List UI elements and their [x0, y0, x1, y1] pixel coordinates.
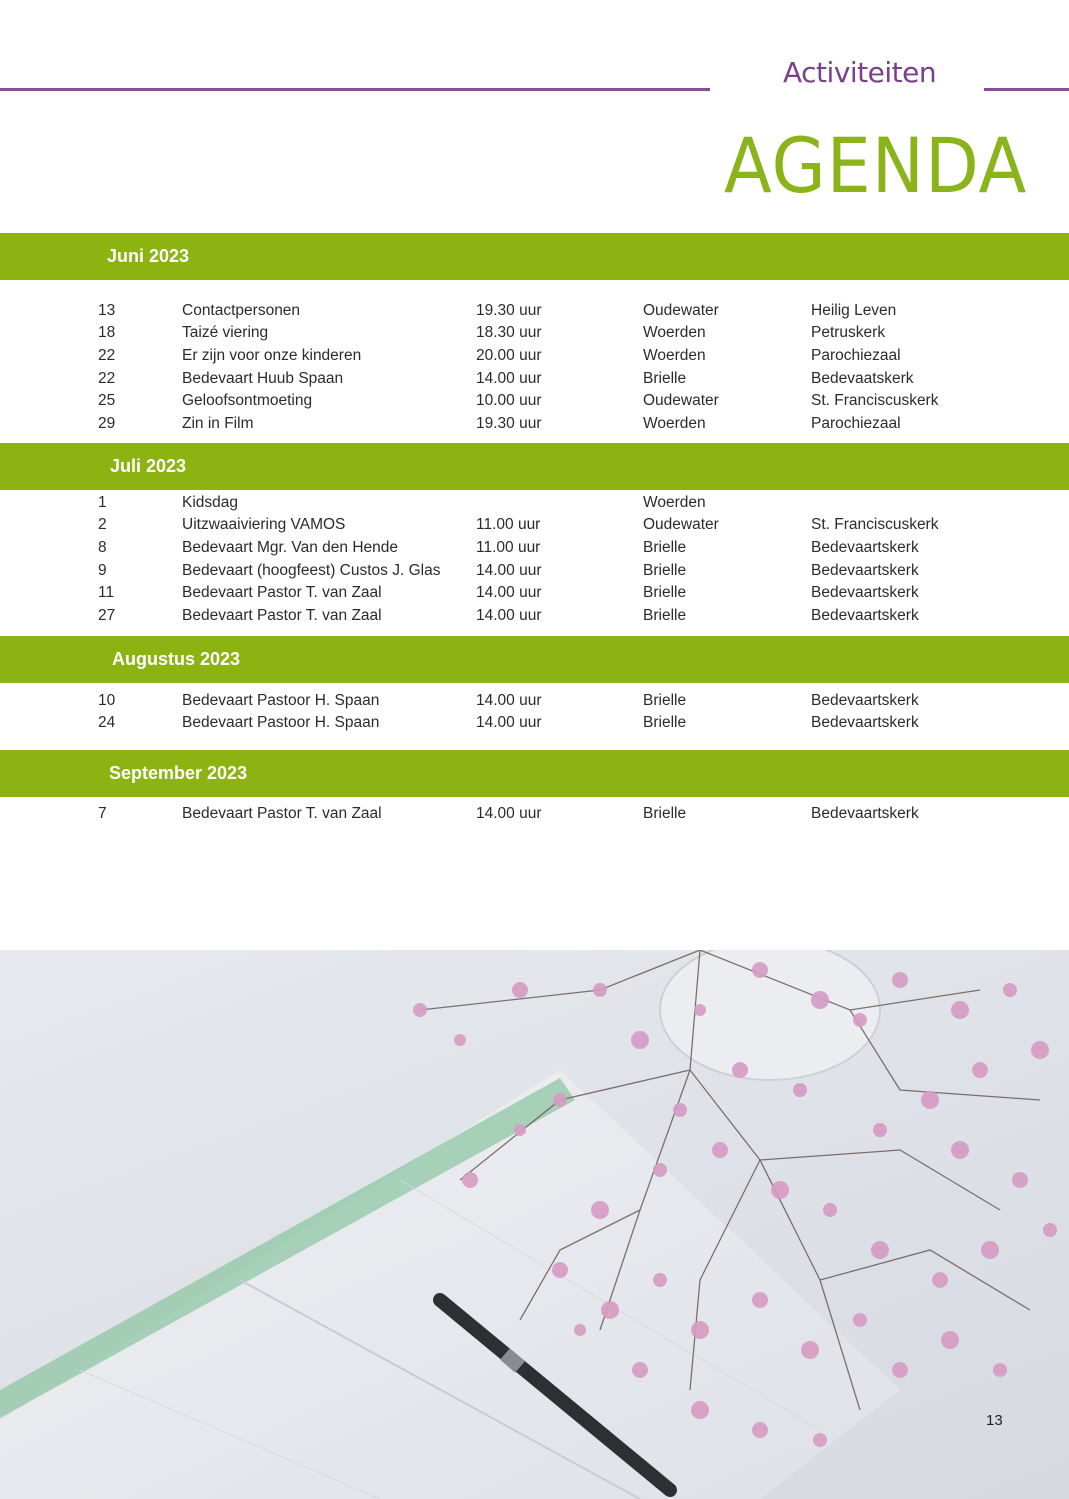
event-location: Bedevaartskerk: [811, 692, 919, 709]
event-day: 2: [98, 516, 107, 533]
event-time: 14.00 uur: [476, 714, 542, 731]
agenda-row: [0, 560, 1069, 582]
event-day: 9: [98, 562, 107, 579]
event-name: Bedevaart (hoogfeest) Custos J. Glas: [182, 562, 441, 579]
event-day: 18: [98, 324, 116, 341]
event-day: 11: [98, 584, 115, 601]
event-time: 14.00 uur: [476, 562, 542, 579]
event-day: 1: [98, 494, 107, 511]
header-rule-right: [984, 88, 1069, 91]
event-name: Bedevaart Pastor T. van Zaal: [182, 805, 382, 822]
event-time: 14.00 uur: [476, 692, 542, 709]
agenda-row: [0, 712, 1069, 734]
event-day: 25: [98, 392, 116, 409]
month-band-september: September 2023: [0, 750, 1069, 797]
event-time: 11.00 uur: [476, 516, 541, 533]
month-band-juli: Juli 2023: [0, 443, 1069, 490]
event-time: 18.30 uur: [476, 324, 542, 341]
event-day: 13: [98, 302, 116, 319]
event-day: 29: [98, 415, 116, 432]
event-name: Er zijn voor onze kinderen: [182, 347, 362, 364]
agenda-row: [0, 492, 1069, 514]
event-location: Bedevaartskerk: [811, 539, 919, 556]
event-name: Bedevaart Pastoor H. Spaan: [182, 692, 380, 709]
event-day: 22: [98, 370, 116, 387]
event-location: Bedevaatskerk: [811, 370, 914, 387]
agenda-row: [0, 605, 1069, 627]
event-name: Kidsdag: [182, 494, 239, 511]
event-place: Brielle: [643, 692, 687, 709]
event-time: 11.00 uur: [476, 539, 541, 556]
agenda-row: [0, 368, 1069, 390]
event-time: 10.00 uur: [476, 392, 542, 409]
event-day: 22: [98, 347, 116, 364]
event-day: 10: [98, 692, 116, 709]
event-place: Brielle: [643, 584, 687, 601]
event-place: Brielle: [643, 714, 687, 731]
agenda-row: [0, 300, 1069, 322]
event-name: Bedevaart Pastoor H. Spaan: [182, 714, 380, 731]
event-place: Brielle: [643, 607, 687, 624]
agenda-row: [0, 537, 1069, 559]
event-place: Oudewater: [643, 392, 719, 409]
event-time: 14.00 uur: [476, 805, 542, 822]
event-name: Bedevaart Pastor T. van Zaal: [182, 607, 382, 624]
event-name: Geloofsontmoeting: [182, 392, 313, 409]
event-place: Woerden: [643, 494, 706, 511]
agenda-row: [0, 582, 1069, 604]
event-location: Bedevaartskerk: [811, 607, 919, 624]
event-day: 24: [98, 714, 116, 731]
event-day: 27: [98, 607, 116, 624]
event-name: Taizé viering: [182, 324, 269, 341]
event-place: Woerden: [643, 347, 706, 364]
event-day: 8: [98, 539, 107, 556]
agenda-row: [0, 803, 1069, 825]
flowers-calendar-image: [0, 950, 1069, 1499]
event-name: Zin in Film: [182, 415, 254, 432]
page-number: 13: [986, 1412, 1003, 1429]
event-time: 14.00 uur: [476, 584, 542, 601]
event-place: Oudewater: [643, 302, 719, 319]
event-place: Brielle: [643, 805, 687, 822]
event-location: Heilig Leven: [811, 302, 897, 319]
event-location: Petruskerk: [811, 324, 886, 341]
agenda-row: [0, 345, 1069, 367]
agenda-row: [0, 390, 1069, 412]
event-place: Brielle: [643, 539, 687, 556]
event-time: 14.00 uur: [476, 607, 542, 624]
event-location: Bedevaartskerk: [811, 805, 919, 822]
month-band-juni: Juni 2023: [0, 233, 1069, 280]
decorative-photo: [0, 950, 1069, 1499]
event-location: Parochiezaal: [811, 415, 901, 432]
event-time: 19.30 uur: [476, 302, 542, 319]
event-day: 7: [98, 805, 107, 822]
page-title: AGENDA: [724, 121, 1028, 210]
event-time: 19.30 uur: [476, 415, 542, 432]
event-location: St. Franciscuskerk: [811, 392, 939, 409]
event-place: Brielle: [643, 370, 687, 387]
section-label: Activiteiten: [783, 56, 937, 89]
event-location: Parochiezaal: [811, 347, 901, 364]
event-time: 14.00 uur: [476, 370, 542, 387]
agenda-row: [0, 413, 1069, 435]
event-place: Woerden: [643, 324, 706, 341]
agenda-row: [0, 322, 1069, 344]
header-rule-left: [0, 88, 710, 91]
event-time: 20.00 uur: [476, 347, 542, 364]
event-name: Bedevaart Huub Spaan: [182, 370, 344, 387]
event-place: Woerden: [643, 415, 706, 432]
event-name: Bedevaart Pastor T. van Zaal: [182, 584, 382, 601]
event-location: St. Franciscuskerk: [811, 516, 939, 533]
event-location: Bedevaartskerk: [811, 584, 919, 601]
event-name: Uitzwaaiviering VAMOS: [182, 516, 346, 533]
event-location: Bedevaartskerk: [811, 562, 919, 579]
event-place: Oudewater: [643, 516, 719, 533]
agenda-row: [0, 690, 1069, 712]
agenda-row: [0, 514, 1069, 536]
event-place: Brielle: [643, 562, 687, 579]
event-name: Contactpersonen: [182, 302, 301, 319]
event-name: Bedevaart Mgr. Van den Hende: [182, 539, 398, 556]
month-band-augustus: Augustus 2023: [0, 636, 1069, 683]
event-location: Bedevaartskerk: [811, 714, 919, 731]
